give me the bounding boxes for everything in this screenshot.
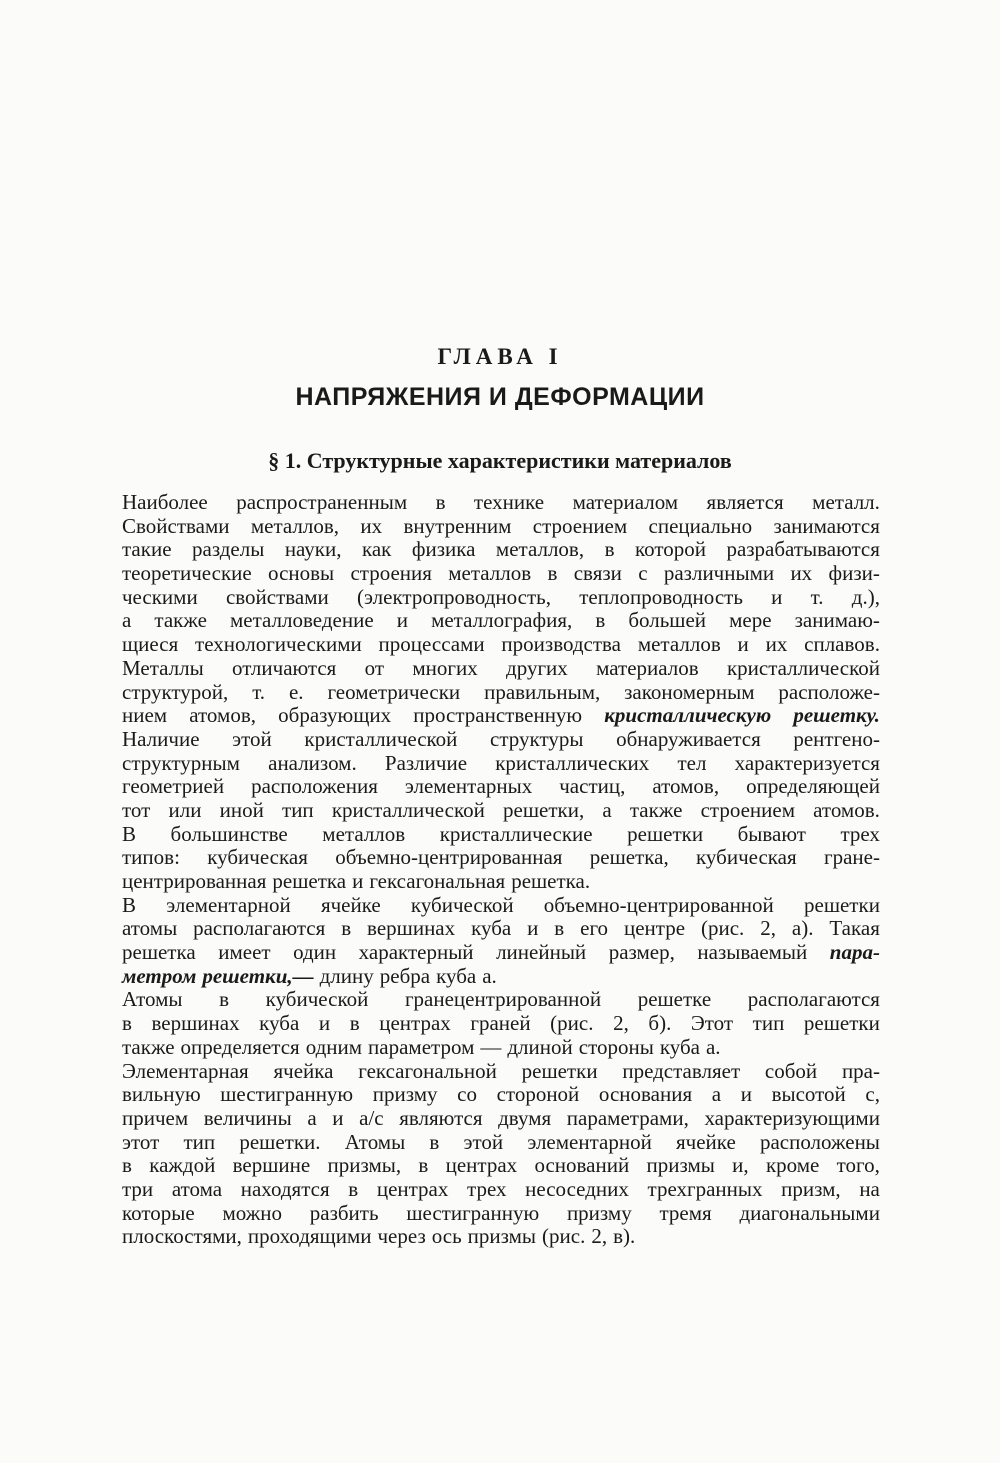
word: связи [573, 561, 622, 586]
word: металлов, [495, 537, 585, 562]
word: решетка, [589, 845, 669, 870]
word: металлов [322, 821, 406, 846]
word: — [480, 1034, 502, 1059]
word: правильным, [484, 679, 601, 704]
word: щиеся [122, 632, 179, 657]
word: от [364, 655, 385, 680]
word: а [307, 1105, 317, 1130]
word: призмы [467, 1224, 537, 1249]
word: анализом. [268, 750, 357, 775]
word: кубическая [207, 845, 308, 870]
word: Наличие [122, 726, 200, 751]
word: 2, [613, 1011, 629, 1036]
word: мере [729, 608, 772, 633]
word: вильную [122, 1082, 201, 1107]
word: центрах [376, 1176, 449, 1201]
text-line [122, 1060, 880, 1084]
word: решетке [637, 987, 712, 1012]
word: типов: [122, 845, 180, 870]
word: решетки [803, 1011, 880, 1036]
section-title: § 1. Структурные характеристики материалов [268, 448, 732, 473]
word: также [122, 1034, 175, 1059]
word: призму [372, 1082, 438, 1107]
word: тип [752, 1011, 785, 1036]
word: специально [648, 513, 753, 538]
text-line [122, 1131, 880, 1155]
word: (рис. [700, 916, 745, 941]
text-line [122, 799, 880, 823]
text-line [122, 1225, 880, 1249]
word: длиной [507, 1034, 573, 1059]
word: бывают [737, 821, 806, 846]
word: три [122, 1176, 154, 1201]
word: нием [122, 703, 168, 728]
word: размер, [608, 940, 675, 965]
word: представляет [622, 1058, 741, 1083]
word: объемно-центрированная [335, 845, 563, 870]
word: этой [232, 726, 272, 751]
chapter-label: ГЛАВА I [437, 344, 563, 369]
body-text [122, 491, 880, 1249]
word: тип [183, 1129, 216, 1154]
word: структуры [490, 726, 584, 751]
word: одним [305, 1034, 363, 1059]
word: Свойствами [122, 513, 230, 538]
word: решетка [272, 869, 347, 893]
word: решетки. [239, 1129, 321, 1154]
word: ячейке [676, 1129, 736, 1154]
word: в). [613, 1224, 636, 1249]
word: металлов, [250, 513, 340, 538]
word: металлография, [431, 608, 573, 633]
word: в [604, 537, 615, 562]
word: других [506, 655, 568, 680]
word: решетку. [793, 703, 880, 728]
word: шестигранную [406, 1200, 540, 1225]
word: кристаллической [304, 726, 458, 751]
word: расположены [759, 1129, 880, 1154]
word: трех [840, 821, 880, 846]
word: пра- [841, 1058, 880, 1083]
word: а/с [359, 1105, 384, 1130]
word: Атомы [122, 987, 183, 1012]
word: вершинах [151, 1011, 240, 1036]
word: имеет [218, 940, 271, 965]
word: атома [171, 1176, 223, 1201]
word: кристаллической [331, 797, 485, 822]
word: в [348, 1176, 359, 1201]
word: а. [705, 1034, 721, 1059]
word: структурным [122, 750, 240, 775]
word: с, [865, 1082, 880, 1107]
word: закономерным [624, 679, 755, 704]
word: гексагональная [369, 869, 506, 893]
word: с [638, 561, 648, 586]
word: материалом [572, 490, 679, 514]
word: характеризующими [704, 1105, 880, 1130]
word: б). [648, 1011, 672, 1036]
word: а [122, 608, 132, 633]
text-line [122, 752, 880, 776]
word: пространственную [413, 703, 583, 728]
word: центрированная [122, 869, 267, 893]
word: длину [319, 963, 374, 988]
word: один [293, 940, 337, 965]
word: атомы [122, 916, 178, 941]
word: теплопроводность [579, 584, 743, 609]
word: Металлы [122, 655, 204, 680]
word: распространенным [236, 490, 408, 514]
word: металлов [448, 561, 532, 586]
word: атомов, [189, 703, 256, 728]
word: стороны [578, 1034, 654, 1059]
word: куба [471, 916, 512, 941]
word: процессами [378, 632, 485, 657]
word: металлов [637, 632, 721, 657]
word: вершинах [367, 916, 456, 941]
word: и [352, 869, 364, 893]
word: атомов, [652, 774, 720, 799]
word: в [547, 561, 558, 586]
word: тот [122, 797, 151, 822]
text-line [122, 1012, 880, 1036]
word: располагаются [193, 916, 326, 941]
word: через [377, 1224, 426, 1249]
word: занимаю- [794, 608, 880, 633]
word: гранецентрированной [404, 987, 602, 1012]
word: а). [791, 916, 814, 941]
word: (рис. [542, 1224, 586, 1249]
word: этот [122, 1129, 160, 1154]
word: иной [219, 797, 264, 822]
word: металловедение [230, 608, 374, 633]
word: В [122, 821, 137, 846]
word: технике [473, 490, 545, 514]
word: свойствами [225, 584, 329, 609]
word: занимаются [773, 513, 880, 538]
word: характеризуется [734, 750, 880, 775]
word: ось [431, 1224, 462, 1249]
text-line [122, 1107, 880, 1131]
word: 2, [591, 1224, 608, 1249]
word: центрах [445, 1153, 518, 1178]
word: тремя [659, 1200, 712, 1225]
word: кристаллических [495, 750, 650, 775]
text-line [122, 894, 880, 918]
word: призмы [646, 1153, 715, 1178]
word: образующих [278, 703, 392, 728]
word: Такая [829, 916, 880, 941]
word: кристаллические [439, 821, 593, 846]
word: в [418, 1153, 429, 1178]
word: элементарных [404, 774, 533, 799]
word: кристаллической [726, 655, 880, 680]
word: куба [436, 963, 477, 988]
text-line [122, 657, 880, 681]
word: геометрией [122, 774, 225, 799]
word: многих [412, 655, 478, 680]
word: и, [732, 1153, 749, 1178]
word: можно [222, 1200, 282, 1225]
text-line [122, 515, 880, 539]
word: призм, [781, 1176, 841, 1201]
word: д.), [851, 584, 880, 609]
word: а [711, 1082, 722, 1107]
word: кубической [265, 987, 369, 1012]
text-line [122, 775, 880, 799]
word: в [122, 1153, 132, 1178]
word: и [737, 632, 749, 657]
word: их [790, 561, 813, 586]
text-line [122, 1202, 880, 1226]
word: пара- [829, 940, 880, 965]
text-line [122, 1083, 880, 1107]
word: которые [122, 1200, 195, 1225]
word: Элементарная [122, 1058, 249, 1083]
word: т. [252, 679, 266, 704]
word: отличаются [232, 655, 337, 680]
text-line [122, 1036, 880, 1060]
word: характерный [358, 940, 474, 965]
word: 2, [760, 916, 776, 941]
word: их [765, 632, 788, 657]
word: ячейка [273, 1058, 334, 1083]
word: гране- [823, 845, 880, 870]
word: того, [836, 1153, 880, 1178]
word: призмы, [327, 1153, 402, 1178]
word: также [154, 608, 207, 633]
word: большинстве [170, 821, 288, 846]
word: Наиболее [122, 490, 208, 514]
text-line [122, 823, 880, 847]
word: металл. [812, 490, 880, 514]
word: двумя [498, 1105, 552, 1130]
word: трехгранных [647, 1176, 763, 1201]
word: ческими [122, 584, 198, 609]
word: в [554, 916, 565, 941]
word: определяющей [746, 774, 880, 799]
word: в [122, 1011, 132, 1036]
text-line [122, 586, 880, 610]
text-line [122, 562, 880, 586]
word: находятся [240, 1176, 330, 1201]
text-line [122, 988, 880, 1012]
word: Этот [690, 1011, 734, 1036]
text-line [122, 728, 880, 752]
word: определяется [180, 1034, 300, 1059]
text-line [122, 917, 880, 941]
text-line [122, 633, 880, 657]
word: кубическая [696, 845, 797, 870]
word: и [332, 1105, 344, 1130]
word: кроме [765, 1153, 820, 1178]
word: ячейке [320, 892, 381, 917]
word: технологическими [195, 632, 362, 657]
word: как [361, 537, 392, 562]
word: расположе- [778, 679, 880, 704]
word: е. [288, 679, 304, 704]
word: его [580, 916, 609, 941]
chapter-title: НАПРЯЖЕНИЯ И ДЕФОРМАЦИИ [295, 383, 705, 411]
word: тип [282, 797, 314, 822]
word: разделы [192, 537, 265, 562]
word: решетки [521, 1058, 598, 1083]
word: шестигранную [220, 1082, 354, 1107]
word: геометрически [327, 679, 461, 704]
word: собой [764, 1058, 818, 1083]
word: а. [482, 963, 497, 988]
word: физика [411, 537, 476, 562]
word: в [219, 987, 230, 1012]
word: внутренним [403, 513, 512, 538]
word: которой [634, 537, 706, 562]
word: в [435, 490, 446, 514]
word: в [429, 1129, 440, 1154]
text-line [122, 538, 880, 562]
word: т. [810, 584, 824, 609]
text-line [122, 491, 880, 515]
word: Различие [384, 750, 468, 775]
word: этой [463, 1129, 504, 1154]
word: теоретические [122, 561, 252, 586]
word: вершине [232, 1153, 311, 1178]
word: гексагональной [358, 1058, 497, 1083]
word: линейный [496, 940, 587, 965]
word: большей [628, 608, 707, 633]
word: диагональными [739, 1200, 880, 1225]
word: и [740, 1082, 752, 1107]
text-line [122, 609, 880, 633]
word: величины [203, 1105, 292, 1130]
word: стороной [496, 1082, 580, 1107]
word: призму [566, 1200, 632, 1225]
word: каждой [149, 1153, 216, 1178]
word: в [595, 608, 606, 633]
word: решетка. [511, 869, 591, 893]
word: причем [122, 1105, 189, 1130]
text-line [122, 704, 880, 728]
word: также [629, 797, 683, 822]
word: и [318, 1011, 331, 1036]
word: тел [677, 750, 707, 775]
word: центрах [379, 1011, 451, 1036]
word: или [168, 797, 202, 822]
word: структурой, [122, 679, 229, 704]
word: куба [659, 1034, 700, 1059]
word: и [771, 584, 783, 609]
text-line [122, 1154, 880, 1178]
word: является [706, 490, 784, 514]
word: частиц, [559, 774, 626, 799]
word: обнаруживается [616, 726, 761, 751]
word: строения [350, 561, 432, 586]
word: граней [470, 1011, 531, 1036]
text-line [122, 681, 880, 705]
word: кристаллическую [604, 703, 772, 728]
word: центре [623, 916, 686, 941]
word: атомов. [813, 797, 880, 822]
word: располагаются [747, 987, 880, 1012]
word: несоседних [525, 1176, 629, 1201]
word: элементарной [166, 892, 291, 917]
word: рентгено- [793, 726, 880, 751]
word: в [341, 916, 352, 941]
word: производства [501, 632, 622, 657]
word: элементарной [527, 1129, 652, 1154]
word: являются [399, 1105, 483, 1130]
word: в [349, 1011, 360, 1036]
word: физи- [828, 561, 880, 586]
word: ребра [379, 963, 431, 988]
word: науки, [284, 537, 342, 562]
word: основания [598, 1082, 693, 1107]
word: разрабатываются [726, 537, 880, 562]
word: разбить [309, 1200, 379, 1225]
word: решетка [122, 940, 196, 965]
word: а [602, 797, 612, 822]
word: метром [122, 963, 197, 988]
word: плоскостями, [122, 1224, 242, 1249]
word: строением [532, 513, 628, 538]
word: и [527, 916, 539, 941]
word: и [396, 608, 408, 633]
word: такие [122, 537, 172, 562]
word: В [122, 892, 137, 917]
word: проходящими [247, 1224, 372, 1249]
word: объемно-центрированной [543, 892, 774, 917]
word: параметрами, [566, 1105, 689, 1130]
word: куба [259, 1011, 300, 1036]
word: со [457, 1082, 477, 1107]
word: кубической [410, 892, 514, 917]
word: расположения [251, 774, 378, 799]
word: решетки [804, 892, 880, 917]
word: решетки, [503, 797, 585, 822]
text-line [122, 870, 880, 894]
word: решетки [627, 821, 704, 846]
word: Атомы [344, 1129, 406, 1154]
word: сплавов. [804, 632, 880, 657]
word: различными [663, 561, 775, 586]
word: высотой [771, 1082, 846, 1107]
word: оснований [534, 1153, 630, 1178]
text-line [122, 965, 880, 989]
word: решетки,— [202, 963, 314, 988]
word: их [360, 513, 383, 538]
word: параметром [368, 1034, 475, 1059]
word: материалов [596, 655, 699, 680]
word: трех [467, 1176, 507, 1201]
word: называемый [697, 940, 808, 965]
text-line [122, 941, 880, 965]
word: (рис. [550, 1011, 594, 1036]
word: на [859, 1176, 880, 1201]
text-line [122, 1178, 880, 1202]
word: основы [268, 561, 335, 586]
word: строением [700, 797, 795, 822]
word: (электропроводность, [357, 584, 551, 609]
text-line [122, 846, 880, 870]
